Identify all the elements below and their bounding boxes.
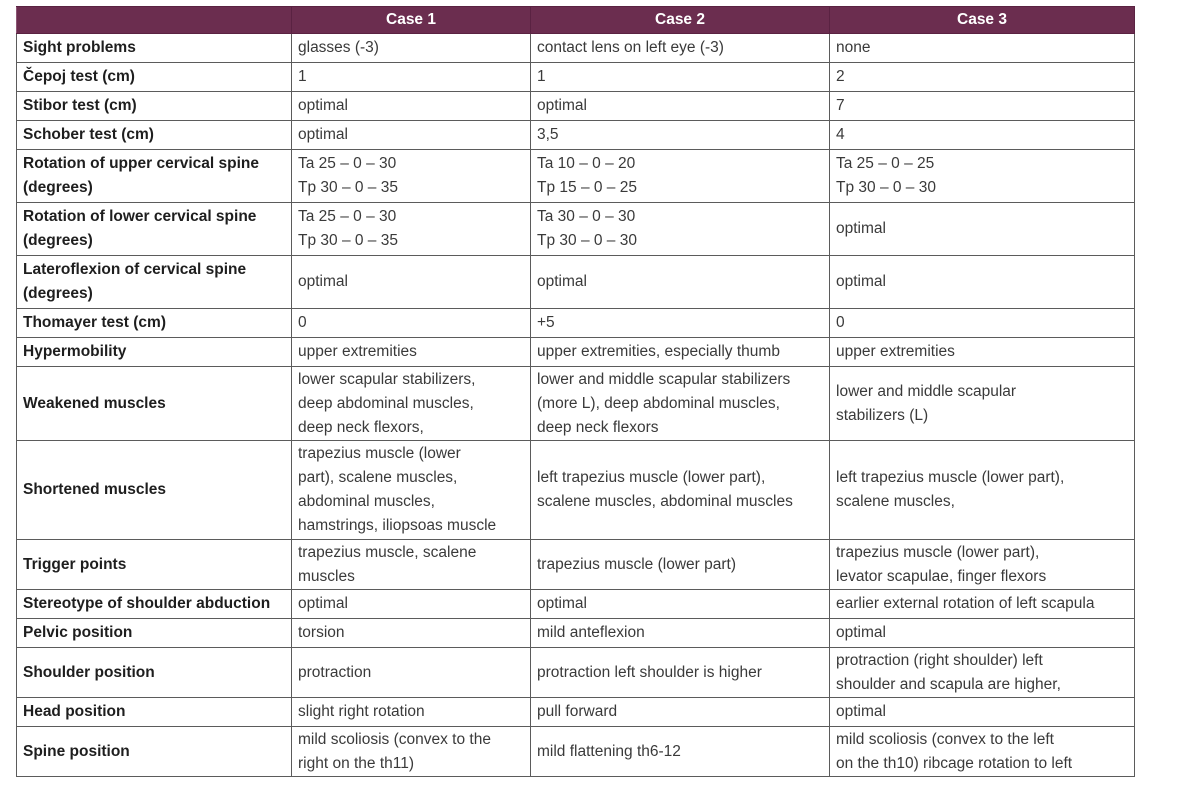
case-1-cell: upper extremities (292, 338, 531, 367)
table-row (17, 309, 1135, 338)
case-2-cell: protraction left shoulder is higher (531, 648, 830, 698)
case-2-cell: Ta 10 – 0 – 20 Tp 15 – 0 – 25 (531, 150, 830, 203)
case-3-cell: trapezius muscle (lower part), levator scapulae, finger flexors (830, 540, 1135, 590)
row-label: Shortened muscles (17, 441, 292, 540)
case-2-cell: +5 (531, 309, 830, 338)
table-row (17, 121, 1135, 150)
case-1-cell: glasses (-3) (292, 34, 531, 63)
case-3-cell: optimal (830, 256, 1135, 309)
case-2-cell: Ta 30 – 0 – 30 Tp 30 – 0 – 30 (531, 203, 830, 256)
case-1-cell: trapezius muscle (lower part), scalene muscles, abdominal muscles, hamstrings, iliopsoas muscle (292, 441, 531, 540)
table-row (17, 727, 1135, 777)
table-row (17, 34, 1135, 63)
table-row (17, 367, 1135, 441)
case-2-cell: contact lens on left eye (-3) (531, 34, 830, 63)
case-1-cell: slight right rotation (292, 698, 531, 727)
case-3-cell: 7 (830, 92, 1135, 121)
case-2-cell: lower and middle scapular stabilizers (more L), deep abdominal muscles, deep neck flexors (531, 367, 830, 441)
case-3-cell: none (830, 34, 1135, 63)
case-1-cell: 1 (292, 63, 531, 92)
header-case-2: Case 2 (531, 7, 830, 34)
row-label: Lateroflexion of cervical spine (degrees) (17, 256, 292, 309)
case-2-cell: 1 (531, 63, 830, 92)
case-1-cell: lower scapular stabilizers, deep abdominal muscles, deep neck flexors, (292, 367, 531, 441)
case-2-cell: optimal (531, 92, 830, 121)
row-label: Hypermobility (17, 338, 292, 367)
table-row (17, 590, 1135, 619)
table-row (17, 150, 1135, 203)
table-row (17, 63, 1135, 92)
table-header-row (17, 7, 1135, 34)
row-label: Spine position (17, 727, 292, 777)
case-1-cell: optimal (292, 92, 531, 121)
case-1-cell: mild scoliosis (convex to the right on the th11) (292, 727, 531, 777)
case-2-cell: optimal (531, 590, 830, 619)
case-3-cell: optimal (830, 698, 1135, 727)
case-3-cell: 0 (830, 309, 1135, 338)
row-label: Trigger points (17, 540, 292, 590)
case-2-cell: mild flattening th6-12 (531, 727, 830, 777)
row-label: Sight problems (17, 34, 292, 63)
row-label: Thomayer test (cm) (17, 309, 292, 338)
case-1-cell: optimal (292, 121, 531, 150)
header-corner-cell (17, 7, 292, 34)
case-1-cell: Ta 25 – 0 – 30 Tp 30 – 0 – 35 (292, 150, 531, 203)
case-3-cell: upper extremities (830, 338, 1135, 367)
case-1-cell: optimal (292, 590, 531, 619)
table-row (17, 540, 1135, 590)
table-row (17, 338, 1135, 367)
row-label: Schober test (cm) (17, 121, 292, 150)
case-1-cell: torsion (292, 619, 531, 648)
row-label: Shoulder position (17, 648, 292, 698)
table-row (17, 441, 1135, 540)
case-1-cell: 0 (292, 309, 531, 338)
header-case-1: Case 1 (292, 7, 531, 34)
row-label: Čepoj test (cm) (17, 63, 292, 92)
table-row (17, 256, 1135, 309)
case-2-cell: upper extremities, especially thumb (531, 338, 830, 367)
row-label: Head position (17, 698, 292, 727)
case-1-cell: trapezius muscle, scalene muscles (292, 540, 531, 590)
case-3-cell: lower and middle scapular stabilizers (L) (830, 367, 1135, 441)
case-2-cell: left trapezius muscle (lower part), scalene muscles, abdominal muscles (531, 441, 830, 540)
case-3-cell: mild scoliosis (convex to the left on the th10) ribcage rotation to left (830, 727, 1135, 777)
case-3-cell: 4 (830, 121, 1135, 150)
case-3-cell: Ta 25 – 0 – 25 Tp 30 – 0 – 30 (830, 150, 1135, 203)
case-3-cell: left trapezius muscle (lower part), scalene muscles, (830, 441, 1135, 540)
case-2-cell: trapezius muscle (lower part) (531, 540, 830, 590)
case-1-cell: optimal (292, 256, 531, 309)
row-label: Pelvic position (17, 619, 292, 648)
case-3-cell: optimal (830, 203, 1135, 256)
case-2-cell: 3,5 (531, 121, 830, 150)
clinical-findings-table (16, 6, 1135, 777)
row-label: Weakened muscles (17, 367, 292, 441)
case-2-cell: mild anteflexion (531, 619, 830, 648)
case-3-cell: optimal (830, 619, 1135, 648)
row-label: Stibor test (cm) (17, 92, 292, 121)
table-row (17, 698, 1135, 727)
row-label: Rotation of lower cervical spine (degrees) (17, 203, 292, 256)
case-2-cell: optimal (531, 256, 830, 309)
header-case-3: Case 3 (830, 7, 1135, 34)
row-label: Stereotype of shoulder abduction (17, 590, 292, 619)
case-1-cell: protraction (292, 648, 531, 698)
case-3-cell: earlier external rotation of left scapula (830, 590, 1135, 619)
case-1-cell: Ta 25 – 0 – 30 Tp 30 – 0 – 35 (292, 203, 531, 256)
case-3-cell: protraction (right shoulder) left shoulder and scapula are higher, (830, 648, 1135, 698)
case-3-cell: 2 (830, 63, 1135, 92)
clinical-findings-table-container (16, 6, 1134, 777)
table-row (17, 648, 1135, 698)
case-2-cell: pull forward (531, 698, 830, 727)
table-row (17, 92, 1135, 121)
table-row (17, 203, 1135, 256)
table-row (17, 619, 1135, 648)
row-label: Rotation of upper cervical spine (degrees) (17, 150, 292, 203)
